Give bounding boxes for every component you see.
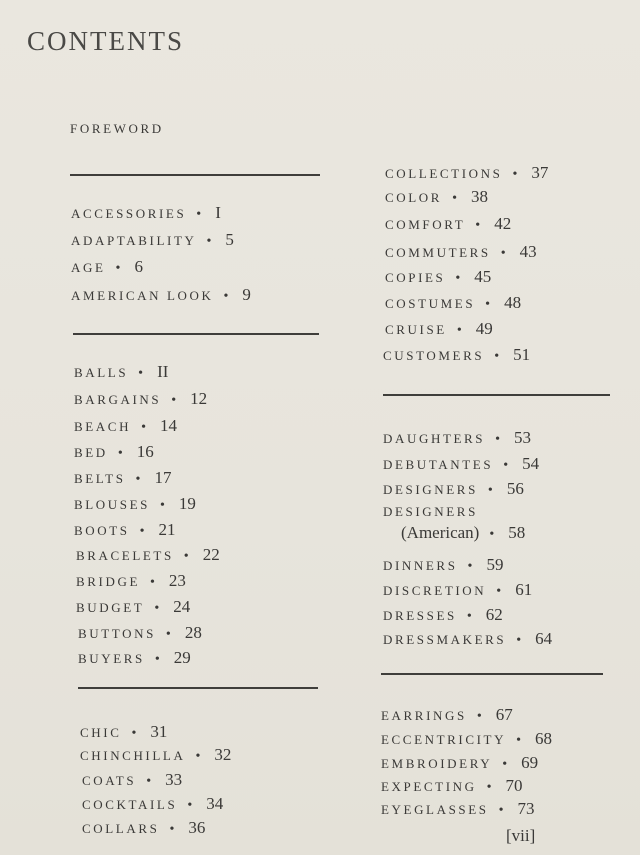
toc-entry xyxy=(383,454,539,474)
toc-entry-page: 64 xyxy=(535,629,553,648)
section-rule xyxy=(78,687,318,689)
toc-entry-term: CRUISE xyxy=(385,322,447,337)
toc-entry-page: 54 xyxy=(522,454,540,473)
toc-entry-page: 28 xyxy=(184,623,202,642)
separator-dot: • xyxy=(516,733,521,748)
toc-entry xyxy=(71,230,234,250)
toc-entry-page: 58 xyxy=(508,523,526,542)
toc-entry-page: 53 xyxy=(514,428,532,447)
separator-dot: • xyxy=(516,633,522,648)
separator-dot: • xyxy=(498,803,504,818)
toc-entry xyxy=(385,293,521,313)
separator-dot: • xyxy=(502,757,508,772)
separator-dot: • xyxy=(169,822,175,837)
toc-entry-page: 59 xyxy=(486,555,504,574)
toc-entry-term: EMBROIDERY xyxy=(381,756,493,771)
separator-dot: • xyxy=(165,627,171,642)
toc-entry-page: 14 xyxy=(159,416,177,435)
toc-entry xyxy=(385,187,488,207)
toc-entry-page: 68 xyxy=(535,729,552,748)
section-rule xyxy=(381,673,603,675)
toc-entry xyxy=(383,555,503,575)
separator-dot: • xyxy=(196,207,202,222)
toc-entry-term: AGE xyxy=(71,260,106,275)
toc-entry-page: 38 xyxy=(470,187,488,206)
toc-entry-term: COLOR xyxy=(385,190,443,205)
toc-entry-term: COLLECTIONS xyxy=(385,166,503,181)
separator-dot: • xyxy=(160,498,165,513)
separator-dot: • xyxy=(154,601,160,616)
toc-entry-page: I xyxy=(215,203,221,222)
toc-entry-term: DRESSES xyxy=(383,608,457,623)
separator-dot: • xyxy=(466,609,472,624)
toc-entry-page: 22 xyxy=(202,545,220,564)
toc-entry xyxy=(74,468,171,488)
toc-entry-term: BRACELETS xyxy=(76,548,174,563)
separator-dot: • xyxy=(494,349,500,364)
toc-entry xyxy=(71,285,251,305)
toc-entry-term: ADAPTABILITY xyxy=(71,233,197,248)
toc-entry-page: 21 xyxy=(158,520,176,539)
separator-dot: • xyxy=(476,709,482,724)
toc-entry-term: DRESSMAKERS xyxy=(383,632,507,647)
toc-entry xyxy=(383,629,552,649)
toc-entry xyxy=(80,722,167,742)
toc-entry-term: ACCESSORIES xyxy=(71,206,187,221)
separator-dot: • xyxy=(455,271,461,286)
toc-entry xyxy=(82,818,205,838)
toc-entry-page: 42 xyxy=(494,214,512,233)
toc-entry-page: 49 xyxy=(475,319,493,338)
separator-dot: • xyxy=(154,652,160,667)
toc-entry xyxy=(381,729,552,749)
toc-entry-page: 16 xyxy=(136,442,154,461)
toc-entry xyxy=(401,523,525,543)
separator-dot: • xyxy=(171,393,177,408)
toc-entry-page: 37 xyxy=(531,163,549,182)
toc-entry-term: BEACH xyxy=(74,419,132,434)
toc-entry-term: COATS xyxy=(82,773,137,788)
separator-dot: • xyxy=(187,798,193,813)
toc-entry-page: 33 xyxy=(165,770,183,789)
toc-entry xyxy=(82,770,182,790)
toc-entry-page: 45 xyxy=(474,267,492,286)
toc-entry-term: COCKTAILS xyxy=(82,797,178,812)
toc-entry-page: 51 xyxy=(513,345,531,364)
toc-entry-page: 23 xyxy=(168,571,186,590)
toc-entry-page: 6 xyxy=(134,257,143,276)
toc-entry xyxy=(383,345,530,365)
separator-dot: • xyxy=(467,559,473,574)
toc-entry xyxy=(385,163,548,183)
toc-entry-page: 32 xyxy=(214,745,232,764)
page-title: CONTENTS xyxy=(27,26,184,56)
toc-entry xyxy=(381,799,535,819)
toc-entry-term: CHIC xyxy=(80,725,122,740)
separator-dot: • xyxy=(487,483,493,498)
toc-entry-term: EYEGLASSES xyxy=(381,802,489,817)
toc-entry-term: BOOTS xyxy=(74,523,130,538)
section-rule xyxy=(73,333,319,335)
separator-dot: • xyxy=(115,261,121,276)
toc-entry xyxy=(381,705,513,725)
separator-dot: • xyxy=(489,527,495,542)
toc-entry-term: EARRINGS xyxy=(381,708,467,723)
toc-entry-term: AMERICAN LOOK xyxy=(71,288,214,303)
toc-entry xyxy=(385,319,493,339)
toc-entry xyxy=(71,203,221,223)
toc-entry-page: 43 xyxy=(519,242,537,261)
toc-entry-page: 17 xyxy=(154,468,172,487)
toc-entry-page: II xyxy=(157,362,169,381)
toc-entry-term: BED xyxy=(74,445,108,460)
toc-entry xyxy=(74,362,168,382)
section-rule xyxy=(70,174,320,176)
toc-entry xyxy=(71,257,143,277)
toc-entry-term: DISCRETION xyxy=(383,583,487,598)
toc-entry xyxy=(74,494,196,514)
separator-dot: • xyxy=(496,584,502,599)
toc-entry-page: 70 xyxy=(505,776,523,795)
separator-dot: • xyxy=(195,749,201,764)
toc-entry-term: CHINCHILLA xyxy=(80,748,186,763)
separator-dot: • xyxy=(146,774,152,789)
section-rule xyxy=(383,394,610,396)
toc-entry-term: COLLARS xyxy=(82,821,160,836)
toc-entry-page: 31 xyxy=(150,722,168,741)
toc-entry xyxy=(78,623,202,643)
toc-entry-page: 36 xyxy=(188,818,206,837)
toc-entry-term: DESIGNERS xyxy=(383,504,478,519)
separator-dot: • xyxy=(135,472,141,487)
separator-dot: • xyxy=(117,446,123,461)
separator-dot: • xyxy=(500,246,506,261)
toc-entry xyxy=(383,605,503,625)
toc-entry xyxy=(385,214,511,234)
toc-entry-term: COMFORT xyxy=(385,217,466,232)
page-number: [vii] xyxy=(506,826,536,845)
toc-entry xyxy=(74,442,154,462)
toc-entry-page: 34 xyxy=(206,794,224,813)
toc-entry-term: BUTTONS xyxy=(78,626,156,641)
toc-entry-term: COSTUMES xyxy=(385,296,476,311)
toc-entry-page: 61 xyxy=(515,580,533,599)
separator-dot: • xyxy=(223,289,229,304)
toc-entry xyxy=(76,571,186,591)
separator-dot: • xyxy=(183,549,189,564)
toc-entry-term: CUSTOMERS xyxy=(383,348,485,363)
separator-dot: • xyxy=(150,575,155,590)
toc-entry-term: COPIES xyxy=(385,270,446,285)
separator-dot: • xyxy=(485,297,491,312)
separator-dot: • xyxy=(475,218,481,233)
toc-entry-page: 5 xyxy=(225,230,234,249)
foreword-entry: FOREWORD xyxy=(70,121,164,136)
toc-entry xyxy=(383,428,531,448)
separator-dot: • xyxy=(141,420,146,435)
toc-entry-subterm: (American) xyxy=(401,523,480,542)
toc-entry xyxy=(74,520,176,540)
separator-dot: • xyxy=(131,726,137,741)
toc-entry-term: COMMUTERS xyxy=(385,245,491,260)
toc-entry-page: 24 xyxy=(173,597,191,616)
separator-dot: • xyxy=(138,366,144,381)
toc-entry-term: DINNERS xyxy=(383,558,458,573)
toc-entry-term: BARGAINS xyxy=(74,392,162,407)
separator-dot: • xyxy=(495,432,501,447)
toc-entry-term: DESIGNERS xyxy=(383,482,478,497)
toc-entry-term: BALLS xyxy=(74,365,129,380)
toc-entry-page: 19 xyxy=(178,494,196,513)
toc-entry-page: 56 xyxy=(506,479,524,498)
separator-dot: • xyxy=(452,191,457,206)
toc-entry-term: BUYERS xyxy=(78,651,145,666)
toc-entry-term: BRIDGE xyxy=(76,574,140,589)
toc-entry-term: BLOUSES xyxy=(74,497,150,512)
toc-entry xyxy=(80,745,231,765)
toc-entry-page: 67 xyxy=(495,705,513,724)
toc-entry xyxy=(82,794,223,814)
toc-entry xyxy=(76,597,190,617)
toc-entry xyxy=(78,648,191,668)
toc-entry-term: DAUGHTERS xyxy=(383,431,486,446)
separator-dot: • xyxy=(486,780,492,795)
toc-entry-page: 62 xyxy=(485,605,503,624)
toc-entry-page: 69 xyxy=(521,753,539,772)
toc-entry-page: 48 xyxy=(504,293,522,312)
toc-entry-page: 29 xyxy=(173,648,191,667)
toc-entry xyxy=(74,389,207,409)
toc-entry-term: BUDGET xyxy=(76,600,145,615)
toc-entry-page: 9 xyxy=(242,285,251,304)
toc-entry-page: 73 xyxy=(517,799,535,818)
toc-entry-term: ECCENTRICITY xyxy=(381,732,507,747)
toc-entry xyxy=(76,545,220,565)
toc-entry-page: 12 xyxy=(190,389,208,408)
toc-entry xyxy=(74,416,177,436)
toc-entry-term: EXPECTING xyxy=(381,779,477,794)
toc-entry xyxy=(383,479,524,499)
toc-entry-term: BELTS xyxy=(74,471,126,486)
separator-dot: • xyxy=(503,458,509,473)
toc-entry xyxy=(385,267,491,287)
toc-entry xyxy=(381,753,538,773)
toc-entry-term: DEBUTANTES xyxy=(383,457,494,472)
separator-dot: • xyxy=(139,524,145,539)
toc-entry xyxy=(381,776,523,796)
separator-dot: • xyxy=(456,323,462,338)
separator-dot: • xyxy=(206,234,212,249)
toc-entry xyxy=(385,242,537,262)
toc-entry xyxy=(383,580,532,600)
separator-dot: • xyxy=(512,167,518,182)
